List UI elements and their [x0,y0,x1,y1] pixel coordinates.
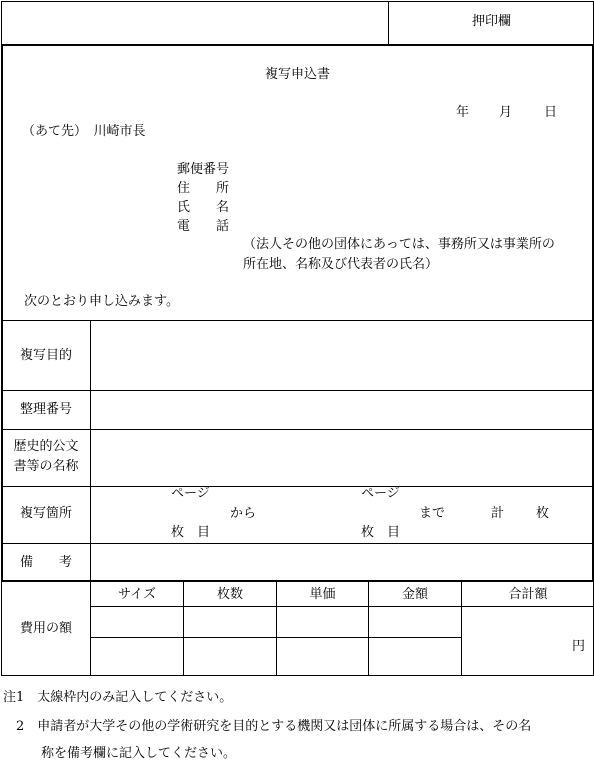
request-text: 次のとおり申し込みます。 [24,294,179,309]
purpose-label: 複写目的 [19,348,72,363]
to-label: まで [419,506,446,521]
document-name-field[interactable] [91,430,593,486]
sheet-from-label: 枚 目 [171,525,211,540]
sheet-to-label: 枚 目 [361,525,401,540]
note-1: 注1 太線枠内のみ記入してください。 [3,690,233,705]
remarks-field[interactable] [91,544,593,581]
date-month: 月 [499,105,513,120]
sheets-label: 枚 [536,506,550,521]
fee-header-line [90,606,594,607]
total-label: 計 [491,506,505,521]
fee-label: 費用の額 [19,621,72,636]
page-from-label: ページ [171,486,210,501]
document-name-label-line1: 歴史的公文 [13,439,79,454]
purpose-field[interactable] [91,321,593,390]
reference-number-label: 整理番号 [19,402,72,417]
seal-label: 押印欄 [471,14,511,29]
from-label: から [230,506,257,521]
addressee: （あて先） 川崎市長 [22,124,146,139]
phone-label: 電 話 [177,219,230,234]
fee-header-amount: 金額 [401,587,428,602]
address-label: 住 所 [177,181,230,196]
name-label: 氏 名 [177,200,230,215]
fee-header-size: サイズ [118,587,156,602]
document-name-label-line2: 書等の名称 [13,459,79,474]
yen-label: 円 [572,639,586,654]
note-2-line1: 2 申請者が大学その他の学術研究を目的とする機関又は団体に所属する場合は、その名 [16,719,532,734]
copy-range-label: 複写箇所 [19,506,72,521]
corporate-note-line2: 所在地、名称及び代表者の氏名） [243,257,439,272]
note-2-line2: 称を備考欄に記入してください。 [41,746,237,761]
page-to-label: ページ [361,486,400,501]
remarks-label: 備 考 [19,555,72,570]
fee-header-total: 合計額 [508,587,548,602]
fee-row-line [90,637,461,638]
fee-header-unit-price: 単価 [309,587,336,602]
fee-header-count: 枚数 [216,587,243,602]
corporate-note-line1: （法人その他の団体にあっては、事務所又は事業所の [243,237,555,252]
form-title: 複写申込書 [264,67,330,82]
date-day: 日 [544,105,558,120]
date-year: 年 [456,105,470,120]
reference-number-field[interactable] [91,391,593,429]
postal-code-label: 郵便番号 [177,162,230,177]
